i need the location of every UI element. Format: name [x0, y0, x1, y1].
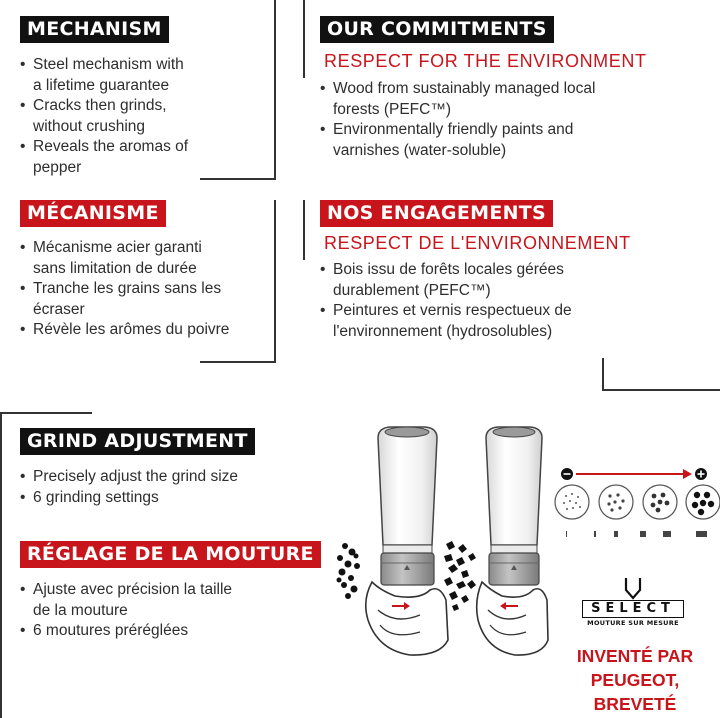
list-item: • Peintures et vernis respectueux de l'environnement (hydrosolubles): [320, 301, 660, 342]
engagements-list: [320, 260, 660, 342]
divider-line: [200, 361, 276, 363]
engagements-title: NOS ENGAGEMENTS: [320, 200, 553, 227]
mecanisme-title: MÉCANISME: [20, 200, 166, 227]
list-item: • Mécanisme acier garanti sans limitation de durée: [20, 238, 280, 279]
minus-icon: [561, 468, 573, 480]
mecanisme-list: [20, 238, 280, 341]
select-logo: [578, 578, 688, 630]
mechanism-list: [20, 55, 280, 178]
pepper-mill-icon: [378, 427, 437, 585]
list-item: • Bois issu de forêts locales gérées durablement (PEFC™): [320, 260, 660, 301]
chevron-down-icon: [623, 578, 643, 600]
list-item: • Cracks then grinds, without crushing: [20, 96, 280, 137]
list-item: • Environmentally friendly paints and varnishes (water-soluble): [320, 120, 660, 161]
mechanism-title: MECHANISM: [20, 16, 169, 43]
list-item: • Ajuste avec précision la taille de la mouture: [20, 580, 310, 621]
grind-setting-marks: [566, 531, 707, 537]
divider-line: [274, 0, 276, 179]
list-item: • 6 grinding settings: [20, 488, 310, 509]
divider-line: [0, 412, 92, 414]
select-logo-tagline: MOUTURE SUR MESURE: [587, 619, 679, 627]
hand-icon: [366, 582, 448, 655]
divider-line: [200, 178, 276, 180]
reglage-list: [20, 580, 310, 642]
commitments-list: [320, 79, 660, 161]
select-logo-text: SELECT: [582, 600, 684, 618]
brand-note: INVENTÉ PAR PEUGEOT, BREVETÉ: [576, 646, 694, 714]
grind-title: GRIND ADJUSTMENT: [20, 428, 255, 455]
fine-grind-icon: [555, 485, 589, 519]
divider-line: [303, 200, 305, 260]
list-item: • Reveals the aromas of pepper: [20, 137, 280, 178]
medium-grind-icon: [599, 485, 633, 519]
grind-scale: [555, 468, 720, 537]
divider-line: [274, 200, 276, 362]
divider-line: [602, 358, 604, 390]
list-item: • Wood from sustainably managed local forests (PEFC™): [320, 79, 660, 120]
pepper-mill-icon: [486, 427, 542, 585]
list-item: • Steel mechanism with a lifetime guarantee: [20, 55, 280, 96]
divider-line: [602, 389, 720, 391]
hand-icon: [477, 582, 548, 655]
commitments-subtitle: RESPECT FOR THE ENVIRONMENT: [324, 51, 647, 71]
grind-list: [20, 467, 310, 508]
medium-coarse-grind-icon: [643, 485, 677, 519]
engagements-subtitle: RESPECT DE L'ENVIRONNEMENT: [324, 233, 631, 253]
list-item: • Tranche les grains sans les écraser: [20, 279, 280, 320]
list-item: • 6 moutures préréglées: [20, 621, 310, 642]
arrow-right-icon: [576, 469, 692, 479]
divider-line: [303, 0, 305, 78]
peppercorns-icon: [444, 541, 476, 611]
list-item: • Révèle les arômes du poivre: [20, 320, 280, 341]
plus-icon: [695, 468, 707, 480]
coarse-grind-icon: [686, 485, 720, 519]
peppercorns-icon: [337, 543, 361, 599]
list-item: • Precisely adjust the grind size: [20, 467, 310, 488]
divider-line: [0, 412, 2, 718]
reglage-title: RÉGLAGE DE LA MOUTURE: [20, 541, 321, 568]
commitments-title: OUR COMMITMENTS: [320, 16, 554, 43]
